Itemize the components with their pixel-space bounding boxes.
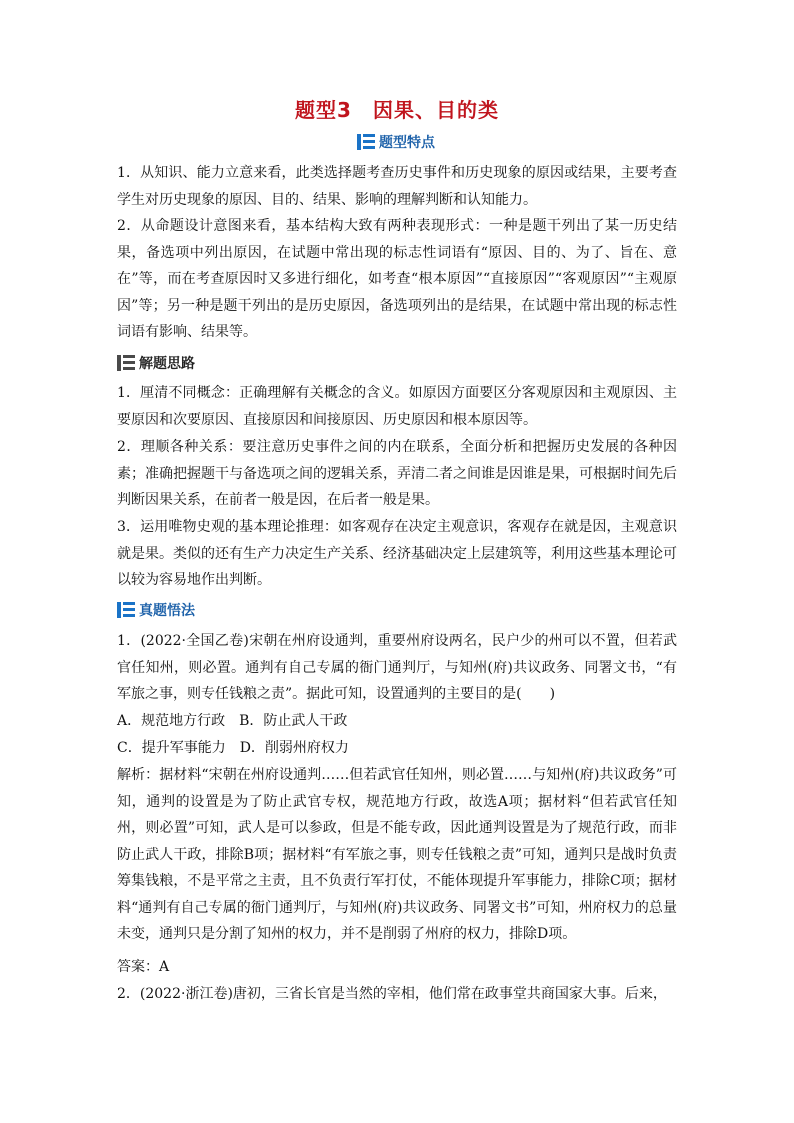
question-2-stem: 2．(2022·浙江卷)唐初，三省长官是当然的宰相，他们常在政事堂共商国家大事。后来， xyxy=(117,986,667,1002)
features-item-2: 2．从命题设计意图来看，基本结构大致有两种表现形式：一种是题干列出了某一历史结果，备选项中列出原因，在试题中常出现的标志性词语有“原因、目的、为了、旨在、意在”等，而在考查原因时又多进行细化，如考查“根本原因”“直接原因”“客观原因”“主观原因”等；另一种是题干列出的是历史原因，备选项列出的是结果，在试题中常出现的标志性词语有影响、结果等。 xyxy=(117,218,677,340)
section-heading-features xyxy=(357,131,435,153)
section-heading-label: 题型特点 xyxy=(379,135,435,151)
section-heading-label: 解题思路 xyxy=(139,356,195,372)
approach-item-1: 1．厘清不同概念：正确理解有关概念的含义。如原因方面要区分客观原因和主观原因、主要原因和次要原因、直接原因和间接原因、历史原因和根本原因等。 xyxy=(117,385,677,428)
question-1-answer: 答案：A xyxy=(117,959,170,975)
page-title: 题型3 因果、目的类 xyxy=(295,98,499,122)
section-heading-approach xyxy=(117,352,195,374)
question-1-analysis: 解析：据材料“宋朝在州府设通判……但若武官任知州，则必置……与知州(府)共议政务”可知，通判的设置是为了防止武官专权，规范地方行政，故选A项；据材料“但若武官任知州，则必置”可知，武人是可以参政，但是不能专政，因此通判设置是为了规范行政，而非防止武人干政，排除B项；据材料“有军旅之事，则专任钱粮之责”可知，通判只是战时负责筹集钱粮，不是平常之主责，且不负责行军打仗，不能体现提升军事能力，排除C项；据材料“通判有自己专属的衙门通判厅，与知州(府)共议政务、同署文书”可知，州府权力的总量未变，通判只是分割了知州的权力，并不是削弱了州府的权力，排除D项。 xyxy=(117,767,677,942)
question-1-options-cd: C．提升军事能力 D．削弱州府权力 xyxy=(117,740,349,756)
approach-item-2: 2．理顺各种关系：要注意历史事件之间的内在联系，全面分析和把握历史发展的各种因素；准确把握题干与备选项之间的逻辑关系，弄清二者之间谁是因谁是果，可根据时间先后判断因果关系，在前者一般是因，在后者一般是果。 xyxy=(117,439,677,508)
section-heading-label: 真题悟法 xyxy=(139,603,195,619)
section-heading-practice xyxy=(117,599,195,621)
list-heading-icon xyxy=(117,355,135,371)
question-1-stem: 1．(2022·全国乙卷)宋朝在州府设通判，重要州府设两名，民户少的州可以不置，但若武官任知州，则必置。通判有自己专属的衙门通判厅，与知州(府)共议政务、同署文书，“有军旅之事，则专任钱粮之责”。据此可知，设置通判的主要目的是( ) xyxy=(117,633,677,702)
list-heading-icon xyxy=(117,602,135,618)
approach-item-3: 3．运用唯物史观的基本理论推理：如客观存在决定主观意识，客观存在就是因，主观意识就是果。类似的还有生产力决定生产关系、经济基础决定上层建筑等，利用这些基本理论可以较为容易地作出判断。 xyxy=(117,519,677,588)
features-item-1: 1．从知识、能力立意来看，此类选择题考查历史事件和历史现象的原因或结果，主要考查学生对历史现象的原因、目的、结果、影响的理解判断和认知能力。 xyxy=(117,165,677,208)
question-1-options-ab: A．规范地方行政 B．防止武人干政 xyxy=(117,713,348,729)
list-heading-icon xyxy=(357,134,375,150)
